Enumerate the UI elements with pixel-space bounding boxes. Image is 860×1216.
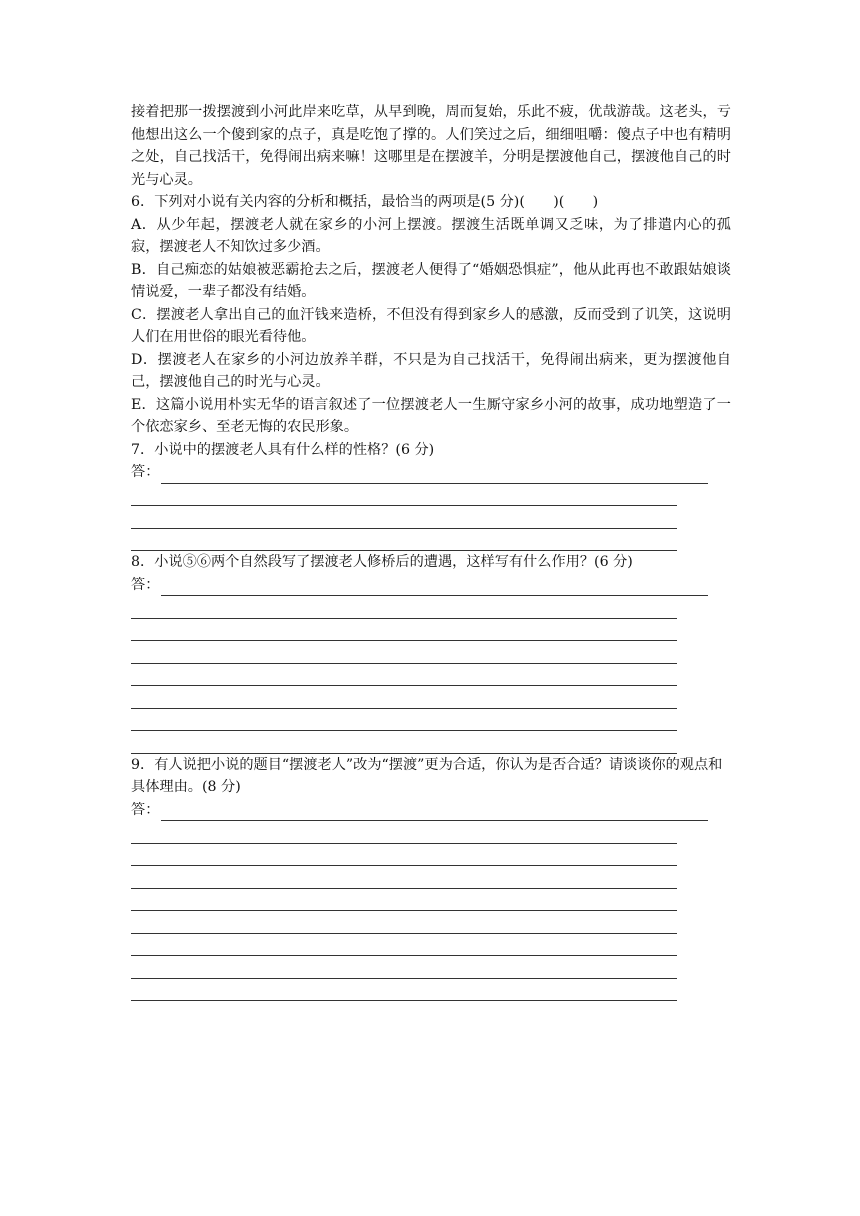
- question-7-answer-area[interactable]: [131, 461, 731, 551]
- answer-line[interactable]: [131, 979, 677, 1002]
- question-6-option-c: C．摆渡老人拿出自己的血汗钱来造桥，不但没有得到家乡人的感激，反而受到了讥笑，这说明人们在用世俗的眼光看待他。: [131, 306, 731, 345]
- answer-line[interactable]: [131, 484, 677, 507]
- answer-line[interactable]: [131, 956, 677, 979]
- answer-underline[interactable]: [161, 578, 708, 596]
- answer-line[interactable]: [131, 664, 677, 687]
- exam-page: [131, 101, 731, 1001]
- question-6-option-e: E．这篇小说用朴实无华的语言叙述了一位摆渡老人一生厮守家乡小河的故事，成功地塑造了一个依恋家乡、至老无悔的农民形象。: [131, 396, 731, 435]
- answer-first-line[interactable]: [131, 574, 708, 597]
- answer-line[interactable]: [131, 506, 677, 529]
- answer-line[interactable]: [131, 709, 677, 732]
- question-6-option-a: A．从少年起，摆渡老人就在家乡的小河上摆渡。摆渡生活既单调又乏味，为了排遣内心的孤寂，摆渡老人不知饮过多少酒。: [131, 216, 731, 255]
- question-7-title: 7．小说中的摆渡老人具有什么样的性格？(6 分): [131, 441, 435, 458]
- answer-line[interactable]: [131, 529, 677, 552]
- question-6: [131, 191, 731, 439]
- answer-first-line[interactable]: [131, 799, 708, 822]
- question-9-answer-area[interactable]: [131, 799, 731, 1002]
- answer-line[interactable]: [131, 934, 677, 957]
- answer-underline[interactable]: [161, 466, 708, 484]
- answer-line[interactable]: [131, 889, 677, 912]
- answer-line[interactable]: [131, 686, 677, 709]
- question-9-title: 9．有人说把小说的题目“摆渡老人”改为“摆渡”更为合适，你认为是否合适？请谈谈你的观点和具体理由。(8 分): [131, 756, 723, 795]
- answer-first-line[interactable]: [131, 461, 708, 484]
- answer-label: 答：: [131, 801, 160, 818]
- answer-label: 答：: [131, 576, 160, 593]
- answer-line[interactable]: [131, 844, 677, 867]
- question-7: [131, 439, 731, 552]
- answer-line[interactable]: [131, 911, 677, 934]
- answer-line[interactable]: [131, 821, 677, 844]
- question-6-option-d: D．摆渡老人在家乡的小河边放养羊群，不只是为自己找活干，免得闹出病来，更为摆渡他自己，摆渡他自己的时光与心灵。: [131, 351, 731, 390]
- question-8-title: 8．小说⑤⑥两个自然段写了摆渡老人修桥后的遭遇，这样写有什么作用？(6 分): [131, 554, 633, 570]
- question-8-answer-area[interactable]: [131, 574, 731, 754]
- answer-line[interactable]: [131, 596, 677, 619]
- answer-underline[interactable]: [161, 803, 708, 821]
- answer-line[interactable]: [131, 866, 677, 889]
- question-8: [131, 551, 731, 754]
- answer-line[interactable]: [131, 641, 677, 664]
- passage-paragraph: 接着把那一拨摆渡到小河此岸来吃草，从早到晚，周而复始，乐此不疲，优哉游哉。这老头，亏他想出这么一个傻到家的点子，真是吃饱了撑的。人们笑过之后，细细咀嚼：傻点子中也有精明之处，自己找活干，免得闹出病来嘛！这哪里是在摆渡羊，分明是摆渡他自己，摆渡他自己的时光与心灵。: [131, 104, 731, 188]
- answer-label: 答：: [131, 464, 160, 480]
- answer-line[interactable]: [131, 619, 677, 642]
- answer-line[interactable]: [131, 731, 677, 754]
- question-6-option-b: B．自己痴恋的姑娘被恶霸抢去之后，摆渡老人便得了“婚姻恐惧症”，他从此再也不敢跟姑娘谈情说爱，一辈子都没有结婚。: [131, 261, 731, 300]
- question-6-title: 6．下列对小说有关内容的分析和概括，最恰当的两项是(5 分)( )( ): [131, 194, 599, 210]
- question-9: [131, 754, 731, 1002]
